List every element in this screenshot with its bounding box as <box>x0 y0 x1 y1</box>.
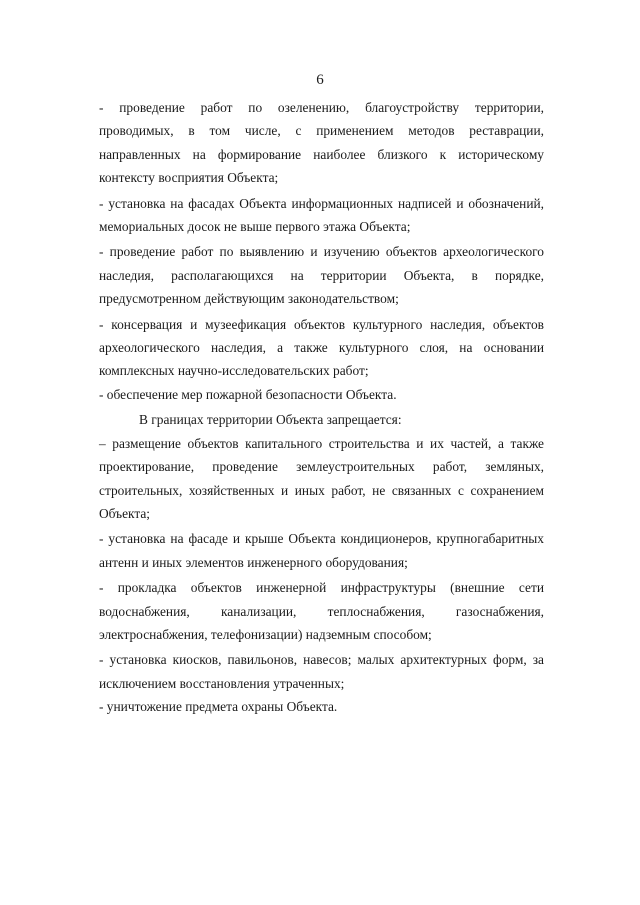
allowed-item-archaeology: - проведение работ по выявлению и изучению объектов археологического наследия, располагающихся на территории Объекта, в порядке, предусмотренном действующим законодательством; <box>99 244 544 307</box>
allowed-item-conservation: - консервация и музеефикация объектов культурного наследия, объектов археологического наследия, а также культурного слоя, на основании комплексных научно-исследовательских работ; <box>99 316 544 379</box>
allowed-item-landscaping: - проведение работ по озеленению, благоустройству территории, проводимых, в том числе, с применением методов реставрации, направленных на формирование наиболее близкого к историческому контексту восприятия Объекта; <box>99 100 544 186</box>
page-number: 6 <box>316 72 324 88</box>
prohibited-item-construction: – размещение объектов капитального строительства и их частей, а также проектирование, проведение землеустроительных работ, земляных, строительных, хозяйственных и иных работ, не связанных с сохранением Объекта; <box>99 435 544 521</box>
prohibited-item-kiosks: - установка киосков, павильонов, навесов; малых архитектурных форм, за исключением восстановления утраченных; <box>99 652 544 691</box>
allowed-item-signage: - установка на фасадах Объекта информационных надписей и обозначений, мемориальных досок не выше первого этажа Объекта; <box>99 195 544 235</box>
prohibited-item-destruction: - уничтожение предмета охраны Объекта. <box>99 699 338 715</box>
allowed-item-fire-safety: - обеспечение мер пожарной безопасности Объекта. <box>99 386 397 402</box>
document-body <box>99 96 544 719</box>
prohibited-item-equipment: - установка на фасаде и крыше Объекта кондиционеров, крупногабаритных антенн и иных элементов инженерного оборудования; <box>99 531 544 570</box>
prohibited-heading: В границах территории Объекта запрещается: <box>139 412 402 428</box>
prohibited-item-infrastructure: - прокладка объектов инженерной инфраструктуры (внешние сети водоснабжения, канализации, теплоснабжения, газоснабжения, электроснабжения, телефонизации) надземным способом; <box>99 580 544 642</box>
